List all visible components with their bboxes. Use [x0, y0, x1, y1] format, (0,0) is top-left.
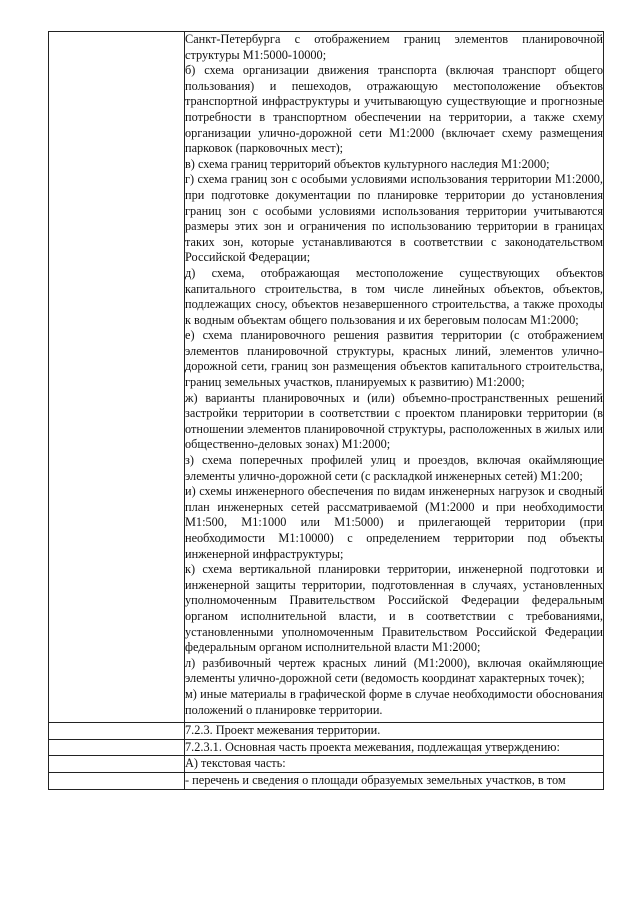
- paragraph: д) схема, отображающая местоположение существующих объектов капитального строительства, в том числе линейных объектов, объектов, подлежащих сносу, объектов незавершенного строительства, а также проходы к водным объектам общего пользования и их береговым полосам М1:2000;: [185, 265, 603, 327]
- table-row: [49, 772, 604, 789]
- paragraph: г) схема границ зон с особыми условиями использования территории М1:2000, при подготовке документации по планировке территории до установления границ зон с особыми условиями использования территории учитываются размеры этих зон и ограничения по использованию территории в границах таких зон, которые устанавливаются в соответствии с законодательством Российской Федерации;: [185, 172, 603, 265]
- left-cell: [49, 772, 185, 789]
- table-row: [49, 756, 604, 773]
- paragraph: е) схема планировочного решения развития территории (с отображением элементов планировочной структуры, красных линий, элементов улично-дорожной сети, границ зон размещения объектов капитального строительства, границ земельных участков, планируемых к развитию) М1:2000;: [185, 328, 603, 390]
- paragraph: - перечень и сведения о площади образуемых земельных участков, в том: [185, 772, 566, 787]
- table-row: [49, 739, 604, 756]
- left-cell: [49, 739, 185, 756]
- paragraph: в) схема границ территорий объектов культурного наследия М1:2000;: [185, 156, 550, 171]
- table-row: [49, 723, 604, 740]
- paragraph: Санкт-Петербурга с отображением границ элементов планировочной структуры М1:5000-10000;: [185, 32, 603, 62]
- paragraph: к) схема вертикальной планировки территории, инженерной подготовки и инженерной защиты территории, подготовленная в случаях, установленных уполномоченным Правительством Российской Федерации федеральным органом исполнительной власти, и в соответствии с требованиями, установленными уполномоченным Правительством Российской Федерации федеральным органом исполнительной власти М1:2000;: [185, 562, 603, 655]
- subsection-heading: 7.2.3.1. Основная часть проекта межевания, подлежащая утверждению:: [185, 739, 560, 754]
- paragraph: з) схема поперечных профилей улиц и проездов, включая окаймляющие элементы улично-дорожной сети (с раскладкой инженерных сетей) М1:200;: [185, 453, 603, 483]
- paragraph: л) разбивочный чертеж красных линий (М1:2000), включая окаймляющие элементы улично-дорожной сети (ведомость координат характерных точек);: [185, 655, 603, 686]
- content-cell: [185, 723, 604, 740]
- spec-table: [48, 31, 604, 790]
- content-cell: [185, 772, 604, 789]
- table-row: [49, 32, 604, 723]
- content-cell: [185, 739, 604, 756]
- left-cell: [49, 723, 185, 740]
- content-cell: [185, 32, 604, 723]
- paragraph: б) схема организации движения транспорта (включая транспорт общего пользования) и пешеходов, отражающую местоположение объектов транспортной инфраструктуры и учитывающую существующие и прогнозные потребности в транспортном обеспечении на территории, а также схему организации улично-дорожной сети М1:2000 (включает схему размещения парковок (парковочных мест);: [185, 63, 603, 156]
- paragraph: м) иные материалы в графической форме в случае необходимости обоснования положений о планировке территории.: [185, 686, 603, 717]
- left-cell: [49, 756, 185, 773]
- paragraph: ж) варианты планировочных и (или) объемно-пространственных решений застройки территории в соответствии с проектом планировки территории (в отношении элементов планировочной структуры, расположенных в жилых или общественно-деловых зонах) М1:2000;: [185, 390, 603, 452]
- paragraph: и) схемы инженерного обеспечения по видам инженерных нагрузок и сводный план инженерных сетей рассматриваемой (М1:2000 и при необходимости М1:500, М1:1000 или М1:5000) и прилегающей территории (при необходимости М1:10000) с определением территории под объекты инженерной инфраструктуры;: [185, 484, 603, 561]
- paragraph: А) текстовая часть:: [185, 756, 286, 771]
- content-cell: [185, 756, 604, 773]
- left-cell: [49, 32, 185, 723]
- section-heading: 7.2.3. Проект межевания территории.: [185, 723, 381, 738]
